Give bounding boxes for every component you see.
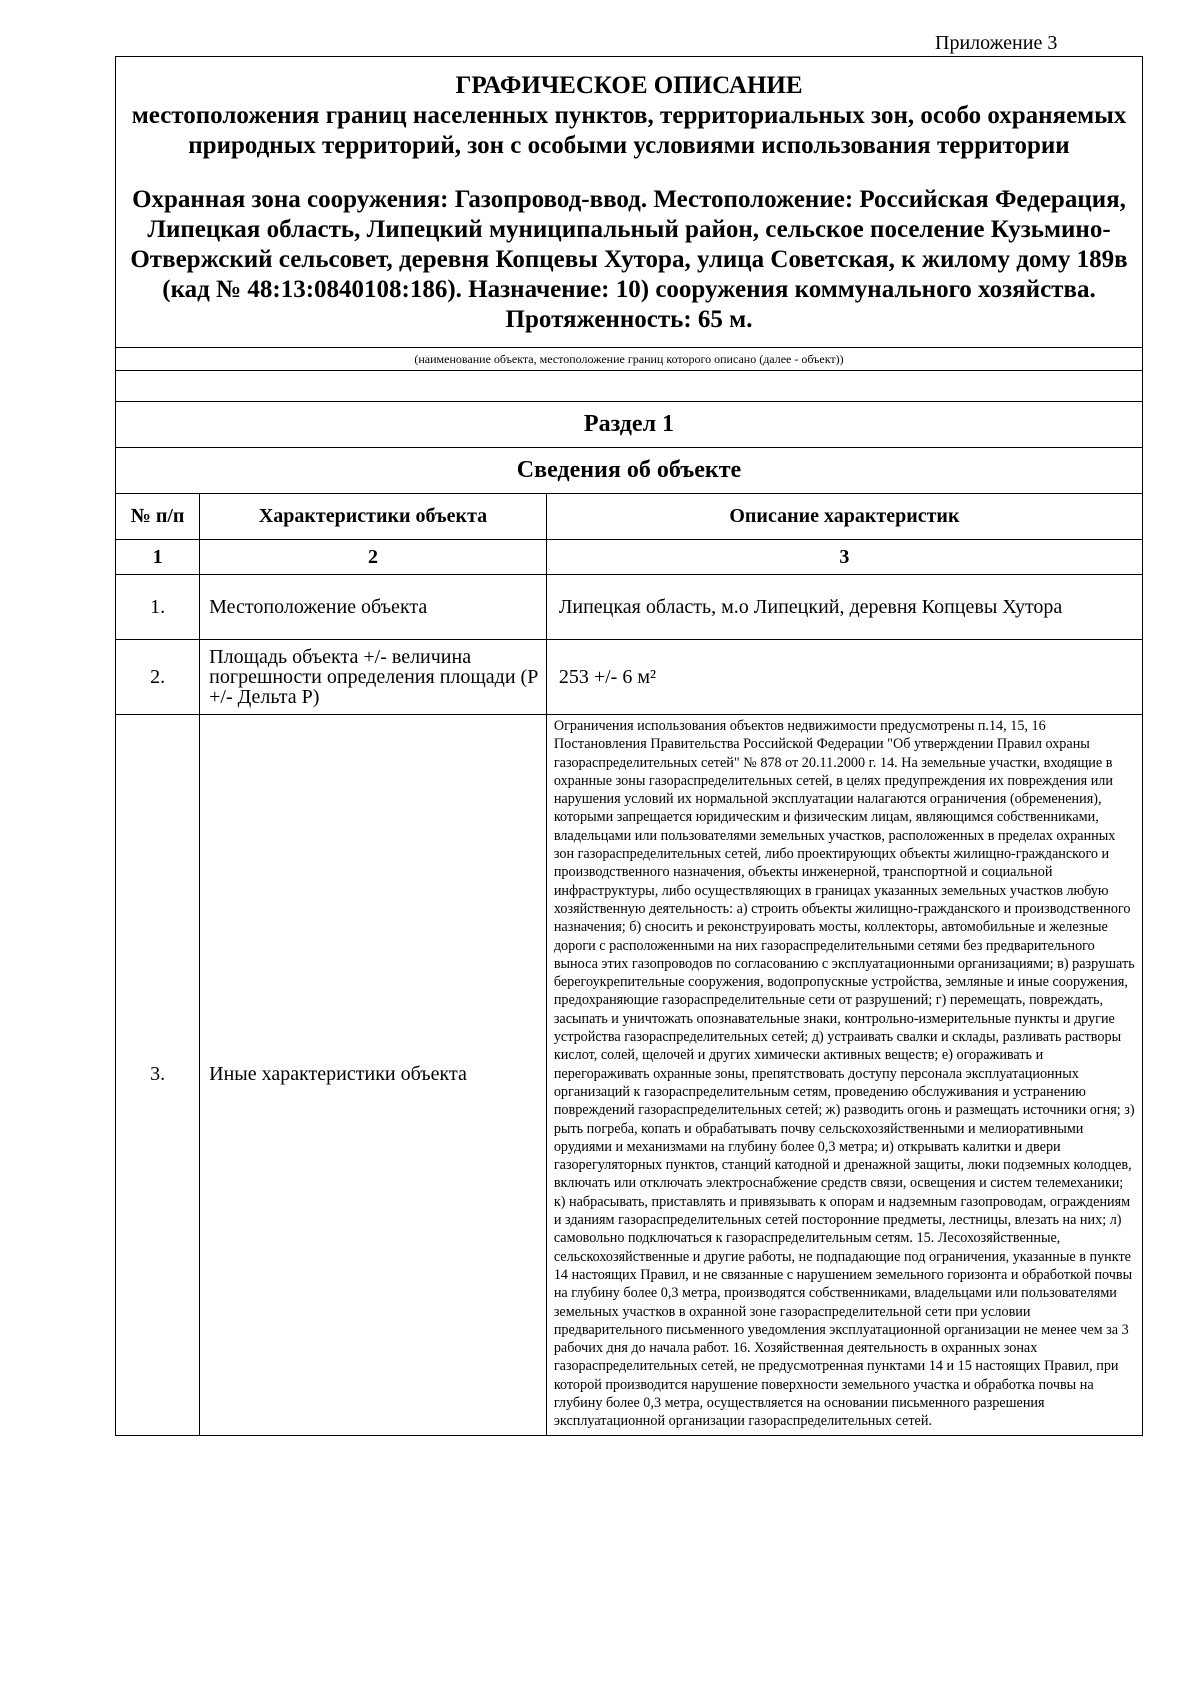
row-number: 3.	[116, 715, 200, 1436]
row-description: Ограничения использования объектов недвижимости предусмотрены п.14, 15, 16 Постановления Правительства Российской Федерации "Об утверждении Правил охраны газораспределительных сетей" № 878 от 20.11.2000 г. 14. На земельные участки, входящие в охранные зоны газораспределительных сетей, в целях предупреждения их повреждения или нарушения условий их нормальной эксплуатации налагаются ограничения (обременения), которыми запрещается юридическим и физическим лицам, являющимся собственниками, владельцами или пользователями земельных участков, расположенных в пределах охранных зон газораспределительных сетей, либо проектирующих объекты жилищно-гражданского и производственного назначения, объекты инженерной, транспортной и социальной инфраструктуры, либо осуществляющих в границах указанных земельных участков любую хозяйственную деятельность: а) строить объекты жилищно-гражданского и производственного назначения; б) сносить и реконструировать мосты, коллекторы, автомобильные и железные дороги с расположенными на них газораспределительными сетями без предварительного выноса этих газопроводов по согласованию с эксплуатационными организациями; в) разрушать берегоукрепительные сооружения, водопропускные устройства, земляные и иные сооружения, предохраняющие газораспределительные сети от разрушений; г) перемещать, повреждать, засыпать и уничтожать опознавательные знаки, контрольно-измерительные пункты и другие устройства газораспределительных сетей; д) устраивать свалки и склады, разливать растворы кислот, солей, щелочей и других химически активных веществ; е) огораживать и перегораживать охранные зоны, препятствовать доступу персонала эксплуатационных организаций к газораспределительным сетям, проведению обслуживания и устранению повреждений газораспределительных сетей; ж) разводить огонь и размещать источники огня; з) рыть погреба, копать и обрабатывать почву сельскохозяйственными и мелиоративными орудиями и механизмами на глубину более 0,3 метра; и) открывать калитки и двери газорегуляторных пунктов, станций катодной и дренажной защиты, люки подземных колодцев, включать или отключать электроснабжение средств связи, освещения и систем телемеханики; к) набрасывать, приставлять и привязывать к опорам и надземным газопроводам, ограждениям и зданиям газораспределительных сетей посторонние предметы, лестницы, влезать на них; л) самовольно подключаться к газораспределительным сетям. 15. Лесохозяйственные, сельскохозяйственные и другие работы, не подпадающие под ограничения, указанные в пункте 14 настоящих Правил, и не связанные с нарушением земельного горизонта и обработкой почвы на глубину более 0,3 метра, производятся собственниками, владельцами или пользователями земельных участков в охранной зоне газораспределительной сети при условии предварительного письменного уведомления эксплуатационной организации не менее чем за 3 рабочих дня до начала работ. 16. Хозяйственная деятельность в охранных зонах газораспределительных сетей, не предусмотренная пунктами 14 и 15 настоящих Правил, при которой производится нарушение поверхности земельного участка и обработка почвы на глубину более 0,3 метра, осуществляется на основании письменного разрешения эксплуатационной организации газораспределительных сетей.	[546, 715, 1142, 1436]
row-characteristic: Местоположение объекта	[200, 575, 547, 640]
table-header-row	[116, 494, 1143, 540]
object-info-table	[115, 493, 1143, 1436]
column-number-3: 3	[546, 540, 1142, 575]
row-description: 253 +/- 6 м²	[546, 640, 1142, 715]
table-row	[116, 640, 1143, 715]
row-number: 1.	[116, 575, 200, 640]
column-header-number: № п/п	[116, 494, 200, 540]
object-caption: (наименование объекта, местоположение границ которого описано (далее - объект))	[116, 347, 1142, 371]
row-characteristic: Иные характеристики объекта	[200, 715, 547, 1436]
document-subtitle: местоположения границ населенных пунктов, территориальных зон, особо охраняемых природных территорий, зон с особыми условиями использования территории	[131, 102, 1127, 159]
row-number: 2.	[116, 640, 200, 715]
column-header-characteristic: Характеристики объекта	[200, 494, 547, 540]
section-title: Сведения об объекте	[116, 447, 1142, 493]
document-header	[116, 56, 1142, 347]
column-number-2: 2	[200, 540, 547, 575]
table-row	[116, 715, 1143, 1436]
object-name: Охранная зона сооружения: Газопровод-ввод. Местоположение: Российская Федерация, Липецкая область, Липецкий муниципальный район, сельское поселение Кузьмино-Отвержский сельсовет, деревня Копцевы Хутора, улица Советская, к жилому дому 189в (кад № 48:13:0840108:186). Назначение: 10) сооружения коммунального хозяйства. Протяженность: 65 м.	[130, 186, 1128, 333]
row-description: Липецкая область, м.о Липецкий, деревня Копцевы Хутора	[546, 575, 1142, 640]
section-number: Раздел 1	[116, 401, 1142, 447]
table-row	[116, 575, 1143, 640]
document-title: ГРАФИЧЕСКОЕ ОПИСАНИЕ	[455, 72, 803, 99]
document-frame	[115, 56, 1143, 1436]
caption-spacer	[116, 371, 1142, 401]
appendix-label: Приложение 3	[935, 32, 1058, 54]
column-header-description: Описание характеристик	[546, 494, 1142, 540]
row-characteristic: Площадь объекта +/- величина погрешности определения площади (Р +/- Дельта Р)	[200, 640, 547, 715]
column-number-row	[116, 540, 1143, 575]
column-number-1: 1	[116, 540, 200, 575]
